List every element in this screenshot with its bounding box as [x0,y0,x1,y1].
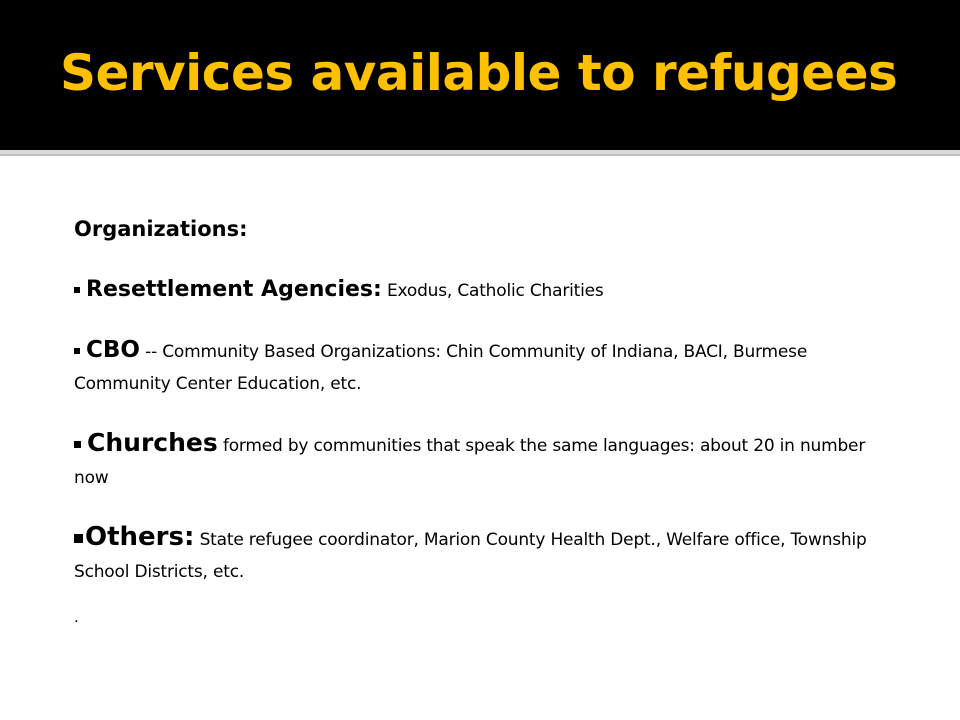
item-text: formed by communities that speak the same languages: about 20 in number now [74,436,866,488]
slide-body [74,217,894,644]
item-text: State refugee coordinator, Marion County Health Dept., Welfare office, Township School Districts, etc. [74,530,867,582]
item-term: Resettlement Agencies: [86,277,382,302]
item-term: Others: [85,522,195,552]
list-item-churches [74,427,894,495]
list-item-cbo [74,334,894,401]
square-bullet-icon [74,534,83,543]
slide-title: Services available to refugees [60,44,898,102]
title-divider [0,150,960,156]
item-term: Churches [87,428,218,457]
list-item-resettlement-agencies [74,274,894,308]
square-bullet-icon [74,348,80,354]
item-text: -- Community Based Organizations: Chin Community of Indiana, BACI, Burmese Community Center Education, etc. [74,342,808,394]
item-text: Exodus, Catholic Charities [381,281,604,301]
list-item-others [74,521,894,589]
square-bullet-icon [74,441,81,448]
title-bar [0,0,960,150]
trailing-mark: . [74,607,79,626]
square-bullet-icon [74,287,80,293]
item-term: CBO [86,337,140,363]
organizations-heading: Organizations: [74,217,248,241]
